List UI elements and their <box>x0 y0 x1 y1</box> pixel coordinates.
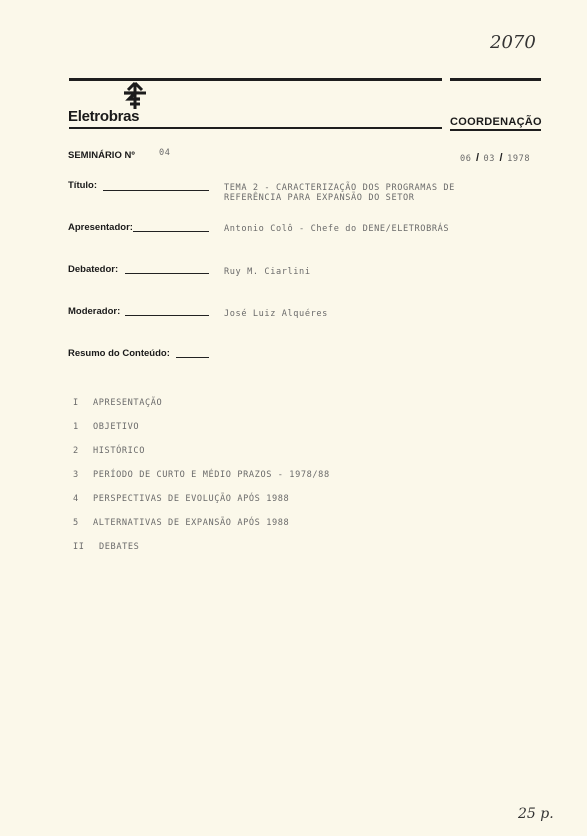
header-bottom-rule-left <box>69 127 442 129</box>
list-item <box>73 392 162 410</box>
moderator-underline <box>125 315 209 316</box>
seminar-label: SEMINÁRIO Nº <box>68 150 135 161</box>
list-item <box>73 512 289 530</box>
handwritten-page-note: 25 p. <box>518 806 554 822</box>
list-item-text: PERSPECTIVAS DE EVOLUÇÃO APÓS 1988 <box>93 494 290 504</box>
presenter-value: Antonio Colô - Chefe do DENE/ELETROBRÁS <box>224 224 450 234</box>
list-item-text: HISTÓRICO <box>93 446 145 456</box>
list-item <box>73 440 145 458</box>
title-value-line1: TEMA 2 - CARACTERIZAÇÃO DOS PROGRAMAS DE <box>224 183 455 193</box>
summary-label: Resumo do Conteúdo: <box>68 348 170 359</box>
section-title: COORDENAÇÃO <box>450 116 542 128</box>
header-top-rule-right <box>450 78 541 81</box>
list-item-number: 4 <box>73 494 79 504</box>
summary-underline <box>176 357 209 358</box>
list-item <box>73 464 330 482</box>
title-label: Título: <box>68 180 98 191</box>
date-day: 06 <box>460 154 472 164</box>
debater-value: Ruy M. Ciarlini <box>224 267 311 277</box>
list-item <box>73 416 139 434</box>
list-item-text: OBJETIVO <box>93 422 140 432</box>
list-item-number: 1 <box>73 422 79 432</box>
date-separator: / <box>499 152 503 164</box>
list-item-number: II <box>73 542 85 552</box>
header-top-rule-left <box>69 78 442 81</box>
debater-underline <box>125 273 209 274</box>
presenter-underline <box>133 231 209 232</box>
list-item-number: 2 <box>73 446 79 456</box>
debater-label: Debatedor: <box>68 264 119 275</box>
list-item-number: 5 <box>73 518 79 528</box>
title-underline <box>103 190 209 191</box>
header-bottom-rule-right <box>450 129 541 131</box>
moderator-label: Moderador: <box>68 306 121 317</box>
list-item-text: DEBATES <box>99 542 140 552</box>
presenter-label: Apresentador: <box>68 222 133 233</box>
title-value-line2: REFERÊNCIA PARA EXPANSÃO DO SETOR <box>224 193 415 203</box>
list-item <box>73 536 139 554</box>
seminar-number: 04 <box>159 148 171 158</box>
list-item-text: APRESENTAÇÃO <box>93 398 163 408</box>
date-month: 03 <box>483 154 496 164</box>
date-year: 1978 <box>507 154 531 164</box>
list-item-text: ALTERNATIVAS DE EXPANSÃO APÓS 1988 <box>93 518 290 528</box>
list-item-number: I <box>73 398 79 408</box>
list-item-text: PERÍODO DE CURTO E MÉDIO PRAZOS - 1978/88 <box>93 470 330 480</box>
eletrobras-logo-icon <box>120 82 150 110</box>
date-separator: / <box>476 152 480 164</box>
list-item <box>73 488 289 506</box>
date-field <box>460 148 530 166</box>
moderator-value: José Luiz Alquéres <box>224 309 328 319</box>
list-item-number: 3 <box>73 470 79 480</box>
handwritten-number: 2070 <box>490 32 536 53</box>
brand-name: Eletrobras <box>68 108 140 125</box>
